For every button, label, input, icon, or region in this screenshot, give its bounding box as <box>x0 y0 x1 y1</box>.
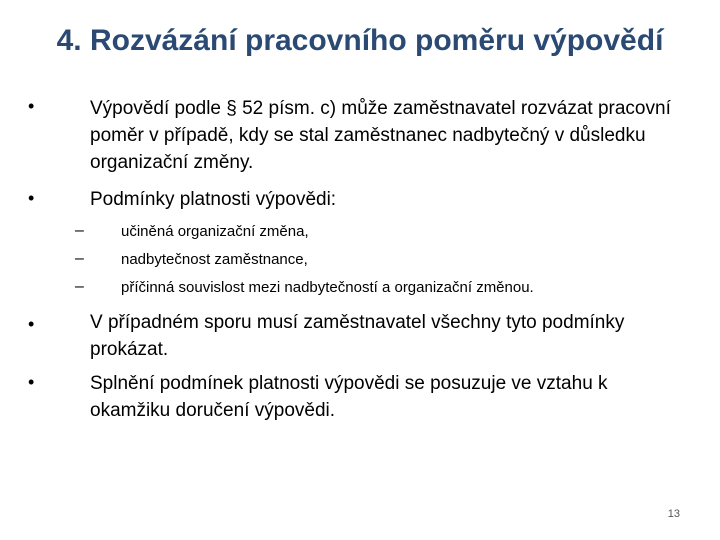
bullet-marker: • <box>28 188 35 208</box>
bullet-marker: • <box>28 372 35 392</box>
bullet-text: Splnění podmínek platnosti výpovědi se posuzuje ve vztahu k okamžiku doručení výpovědi. <box>90 373 608 421</box>
page-number: 13 <box>667 508 680 520</box>
sub-item-marker: – <box>75 278 84 295</box>
bullet-text: Podmínky platnosti výpovědi: <box>90 189 337 210</box>
slide-title: 4. Rozvázání pracovního poměru výpovědí <box>56 24 664 57</box>
sub-item-marker: – <box>75 250 84 267</box>
bullet-marker: • <box>28 314 35 334</box>
bullet-text: V případném sporu musí zaměstnavatel všechny tyto podmínky prokázat. <box>90 312 625 360</box>
bullet-text: Výpovědí podle § 52 písm. c) může zaměstnavatel rozvázat pracovní poměr v případě, kdy se stal zaměstnanec nadbytečný v důsledku organizační změny. <box>90 98 671 173</box>
sub-item-text: učiněná organizační změna, <box>121 223 309 240</box>
sub-item-text: příčinná souvislost mezi nadbytečností a organizační změnou. <box>121 279 534 296</box>
bullet-marker: • <box>28 96 35 116</box>
sub-item-marker: – <box>75 222 84 239</box>
sub-item-text: nadbytečnost zaměstnance, <box>121 251 308 268</box>
